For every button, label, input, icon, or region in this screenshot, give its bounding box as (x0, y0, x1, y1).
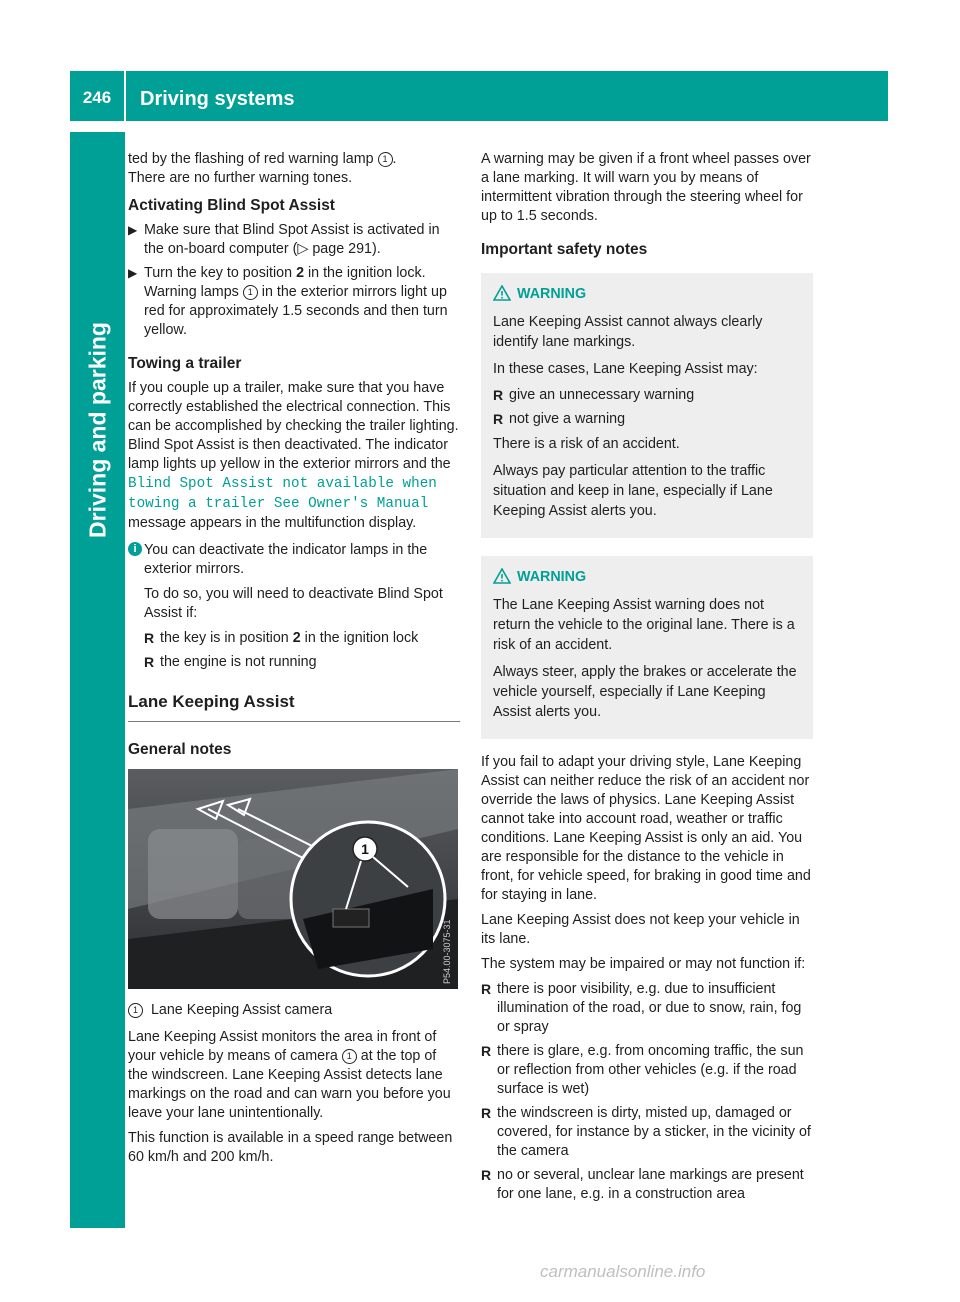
warning-title: WARNING (493, 285, 801, 304)
lka-paragraph-2: This function is available in a speed range between 60 km/h and 200 km/h. (128, 1130, 453, 1165)
list-item: R the key is in position 2 in the ignition lock (144, 630, 419, 646)
watermark: carmanualsonline.info (540, 1262, 706, 1281)
camera-photo (128, 769, 458, 989)
info-icon: i (128, 542, 142, 556)
bullet-icon: R (481, 1105, 492, 1121)
side-tab-label-wrap (70, 200, 125, 660)
section-title: Driving systems (126, 71, 888, 121)
bullet-icon: R (493, 387, 504, 403)
intro-text: ted by the flashing of red warning lamp 1 . There are no further warning tones. (128, 151, 397, 186)
right-column (481, 150, 813, 1209)
bullet-icon: R (144, 654, 155, 670)
warning-triangle-icon (493, 568, 511, 584)
callout-1-icon: 1 (342, 1049, 357, 1064)
list-item: R give an unnecessary warning (493, 387, 695, 403)
safety-heading: Important safety notes (481, 241, 648, 258)
page-reference-link[interactable]: ▷ page 291). (297, 241, 381, 257)
lka-heading: Lane Keeping Assist (128, 692, 460, 722)
list-item: R the windscreen is dirty, misted up, damaged or covered, for instance by a sticker, in the vicinity of the camera (481, 1105, 811, 1159)
warning-triangle-icon (493, 285, 511, 301)
bullet-icon: R (481, 981, 492, 997)
photo-code: P54.00-3075-31 (442, 919, 452, 984)
right-paragraph-3: The system may be impaired or may not function if: (481, 956, 806, 972)
activating-heading: Activating Blind Spot Assist (128, 197, 335, 214)
bullet-icon: R (144, 630, 155, 646)
callout-1-icon: 1 (243, 285, 258, 300)
callout-1-icon: 1 (128, 1003, 143, 1018)
list-item: R there is poor visibility, e.g. due to insufficient illumination of the road, or due to snow, rain, fog or spray (481, 981, 802, 1035)
step-2: ▶ Turn the key to position 2 in the ignition lock. Warning lamps 1 in the exterior mirrors light up red for approximately 1.5 seconds and then turn yellow. (128, 265, 448, 338)
photo-caption: 1 Lane Keeping Assist camera (128, 1001, 460, 1020)
callout-1-icon: 1 (378, 152, 393, 167)
step-arrow-icon: ▶ (128, 223, 138, 237)
left-column (128, 150, 460, 1173)
photo-callout-label: 1 (361, 841, 369, 857)
warning-vibration-text: A warning may be given if a front wheel passes over a lane marking. It will warn you by means of intermittent vibration through the steering wheel for up to 1.5 seconds. (481, 151, 811, 224)
side-tab-label: Driving and parking (84, 322, 110, 538)
list-item: R no or several, unclear lane markings are present for one lane, e.g. in a construction area (481, 1167, 804, 1202)
towing-text: If you couple up a trailer, make sure that you have correctly established the electrical connection. This can be accomplished by checking the trailer lighting. Blind Spot Assist is then deactivated. The indicator lamp lights up yellow in the exterior mirrors and the Blind Spot Assist not available when towing a trailer See Owner's Manual message appears in the multifunction display. (128, 380, 459, 531)
right-paragraph-1: If you fail to adapt your driving style, Lane Keeping Assist can neither reduce the risk of an accident nor override the laws of physics. Lane Keeping Assist cannot take into account road, weather or traffic conditions. Lane Keeping Assist is only an aid. You are responsible for the distance to the vehicle in front, for vehicle speed, for braking in good time and for staying in lane. (481, 754, 811, 903)
general-notes-heading: General notes (128, 741, 232, 758)
display-message: Blind Spot Assist not available when towing a trailer See Owner's Manual (128, 476, 437, 512)
bullet-icon: R (493, 411, 504, 427)
bullet-icon: R (481, 1167, 492, 1183)
warning-title: WARNING (493, 568, 801, 587)
bullet-icon: R (481, 1043, 492, 1059)
lka-paragraph-1: Lane Keeping Assist monitors the area in front of your vehicle by means of camera 1 at the top of the windscreen. Lane Keeping Assist detects lane markings on the road and can warn you before you leave your lane unintentionally. (128, 1029, 451, 1121)
list-item: R there is glare, e.g. from oncoming traffic, the sun or reflection from other vehicles (e.g. if the road surface is wet) (481, 1043, 804, 1097)
list-item: R not give a warning (493, 411, 626, 427)
page-number: 246 (70, 71, 124, 121)
step-1: ▶ Make sure that Blind Spot Assist is activated in the on-board computer (▷ page 291). (128, 222, 440, 257)
info-note: i You can deactivate the indicator lamps in the exterior mirrors. To do so, you will need to deactivate Blind Spot Assist if: R the key is in position 2 in the ignition lock R the engine is not running (128, 541, 460, 672)
right-paragraph-2: Lane Keeping Assist does not keep your vehicle in its lane. (481, 912, 800, 947)
warning-box-1: WARNING Lane Keeping Assist cannot always clearly identify lane markings. In these cases, Lane Keeping Assist may: R give an unnecessary warning R not give a warning There is a risk of an accident. Always pay particular attention to the traffic situation and keep in lane, especially if Lane Keeping Assist alerts you. (481, 273, 813, 538)
warning-box-2: WARNING The Lane Keeping Assist warning does not return the vehicle to the original lane. There is a risk of an accident. Always steer, apply the brakes or accelerate the vehicle yourself, especially if Lane Keeping Assist alerts you. (481, 556, 813, 739)
step-arrow-icon: ▶ (128, 266, 138, 280)
page-header (70, 71, 888, 121)
list-item: R the engine is not running (144, 654, 317, 670)
towing-heading: Towing a trailer (128, 355, 242, 372)
